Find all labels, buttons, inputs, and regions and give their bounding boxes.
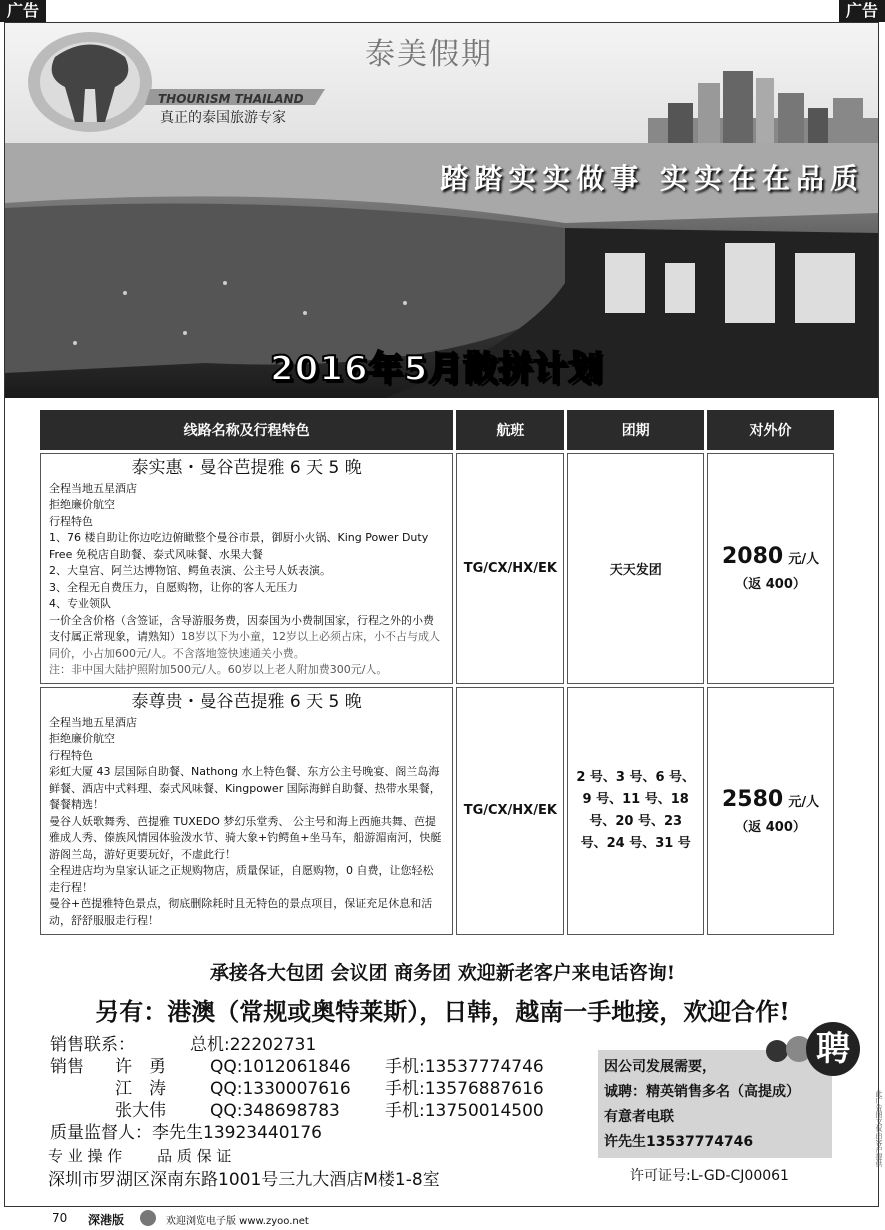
sales-prefix: 销售 — [50, 1057, 84, 1077]
ad-tag-left: 广告 — [0, 0, 46, 22]
route-line: 拒绝廉价航空 — [49, 498, 115, 511]
contact-qq: QQ:1330007616 — [210, 1079, 351, 1099]
brand-english: THOURISM THAILAND — [158, 92, 304, 106]
promo-line-2: 另有：港澳（常规或奥特莱斯），日韩，越南一手地接，欢迎合作! — [95, 997, 790, 1026]
route-line: 全程当地五星酒店 — [49, 481, 137, 495]
skyline-icon — [648, 63, 878, 143]
price-unit: 元/人 — [788, 794, 820, 810]
banner-slogan: 踏踏实实做事 实实在在品质 — [440, 162, 864, 195]
city-banner — [5, 143, 878, 398]
quality-supervisor: 质量监督人：李先生13923440176 — [50, 1123, 322, 1143]
route-line: 行程特色 — [49, 514, 93, 528]
contact-name: 江 涛 — [115, 1079, 166, 1099]
route-line: 拒绝廉价航空 — [49, 732, 115, 745]
contact-qq: QQ:1012061846 — [210, 1057, 351, 1077]
price-cell — [707, 453, 834, 684]
header-dates: 团期 — [567, 410, 704, 450]
route-line — [49, 613, 444, 663]
contact-mobile: 手机:13576887616 — [385, 1079, 544, 1099]
sales-label: 销售联系： — [50, 1035, 135, 1055]
hiring-text — [604, 1055, 800, 1155]
flight-cell: TG/CX/HX/EK — [456, 453, 564, 684]
route-line: 2、大皇宫、阿兰达博物馆、鳄鱼表演、公主号人妖表演。 — [49, 564, 331, 577]
contact-mobile: 手机:13537774746 — [385, 1057, 544, 1077]
brand-slogan: 真正的泰国旅游专家 — [160, 110, 286, 126]
route-line: 全程进店均为皇家认证之正规购物店，质量保证，自愿购物，0 自费，让您轻松走行程！ — [49, 864, 434, 894]
route-line: 曼谷人妖歌舞秀、芭提雅 TUXEDO 梦幻乐堂秀、 公主号和海上西施共舞、芭提雅成人秀、傣族风情园体验泼水节、骑大象+钓鳄鱼+坐马车，船游湄南河，快艇游阁兰岛，游好更要玩好，不虚此行！ — [49, 814, 442, 861]
route-table — [37, 407, 837, 938]
contact-name: 许 勇 — [115, 1057, 166, 1077]
price-rebate: （返 400） — [735, 819, 806, 835]
route-detail — [40, 453, 453, 684]
contact-name: 张大伟 — [115, 1101, 166, 1121]
brand-name: 泰美假期 — [365, 37, 493, 72]
route-note: 注：非中国大陆护照附加500元/人。60岁以上老人附加费300元/人。 — [49, 663, 388, 676]
flight-cell: TG/CX/HX/EK — [456, 687, 564, 935]
footer-website: 欢迎浏览电子版 www.zyoo.net — [166, 1216, 309, 1227]
hiring-line: 诚聘：精英销售多名（高提成） — [604, 1084, 800, 1100]
contact-mobile: 手机:13750014500 — [385, 1101, 544, 1121]
service-motto: 专 业 操 作 品 质 保 证 — [48, 1147, 232, 1165]
price-value: 2080 — [722, 544, 784, 570]
hiring-badge: 聘 — [806, 1022, 860, 1076]
child-policy: 18岁以下为小童，12岁以上必须占床，小不占与成人同价，小占加600元/人。不含落地签快速通关小费。 — [49, 630, 440, 660]
table-row — [40, 453, 834, 684]
dates-cell: 2 号、3 号、6 号、9 号、11 号、18 号、20 号、23 号、24 号、31 号 — [567, 687, 704, 935]
hotline: 总机:22202731 — [190, 1035, 317, 1055]
route-line: 曼谷+芭提雅特色景点，彻底删除耗时且无特色的景点项目，保证充足休息和活动，舒舒服服走行程！ — [49, 897, 433, 927]
route-line: 全程当地五星酒店 — [49, 715, 137, 729]
header-flight: 航班 — [456, 410, 564, 450]
contact-qq: QQ:348698783 — [210, 1101, 340, 1121]
route-name: 泰尊贵・曼谷芭提雅 6 天 5 晚 — [131, 692, 362, 712]
price-cell — [707, 687, 834, 935]
route-name: 泰实惠・曼谷芭提雅 6 天 5 晚 — [131, 458, 362, 478]
route-detail — [40, 687, 453, 935]
ad-tag-right: 广告 — [839, 0, 885, 22]
price-value: 2580 — [722, 786, 784, 812]
license-number: 许可证号:L-GD-CJ00061 — [630, 1168, 789, 1184]
side-note: 此广告图文仅由客户提供 — [875, 1090, 883, 1167]
hiring-line: 许先生13537774746 — [604, 1134, 754, 1150]
hiring-line: 有意者电联 — [604, 1109, 674, 1125]
price-policy: 一价全含价格（含签证，含导游服务费，因泰国为小费制国家，行程之外的小费支付属正常现象，请熟知） — [49, 613, 434, 643]
route-line: 彩虹大厦 43 层国际自助餐、Nathong 水上特色餐、东方公主号晚宴、阁兰岛海鲜餐、酒店中式料理、泰式风味餐、Kingpower 国际海鲜自助餐、热带水果餐，餐餐精选！ — [49, 765, 441, 811]
address: 深圳市罗湖区深南东路1001号三九大酒店M楼1-8室 — [48, 1170, 440, 1190]
edition-label: 深港版 — [88, 1213, 125, 1227]
banner-title: 2016年5月散拼计划 — [270, 349, 604, 389]
header-route: 线路名称及行程特色 — [40, 410, 453, 450]
dates-cell: 天天发团 — [567, 453, 704, 684]
header-price: 对外价 — [707, 410, 834, 450]
table-row — [40, 687, 834, 935]
edition-badge-icon — [140, 1210, 156, 1226]
hiring-line: 因公司发展需要， — [604, 1059, 716, 1075]
route-line: 行程特色 — [49, 748, 93, 762]
header — [5, 23, 878, 143]
page-number: 70 — [52, 1211, 68, 1225]
price-rebate: （返 400） — [735, 577, 806, 593]
route-line: 4、专业领队 — [49, 597, 111, 610]
price-unit: 元/人 — [788, 552, 820, 568]
promo-line-1: 承接各大包团 会议团 商务团 欢迎新老客户来电话咨询! — [209, 962, 676, 984]
route-line: 3、全程无自费压力，自愿购物，让你的客人无压力 — [49, 580, 298, 594]
route-line: 1、76 楼自助让你边吃边俯瞰整个曼谷市景，御厨小火锅、King Power Duty Free 免税店自助餐、泰式风味餐、水果大餐 — [49, 531, 429, 561]
